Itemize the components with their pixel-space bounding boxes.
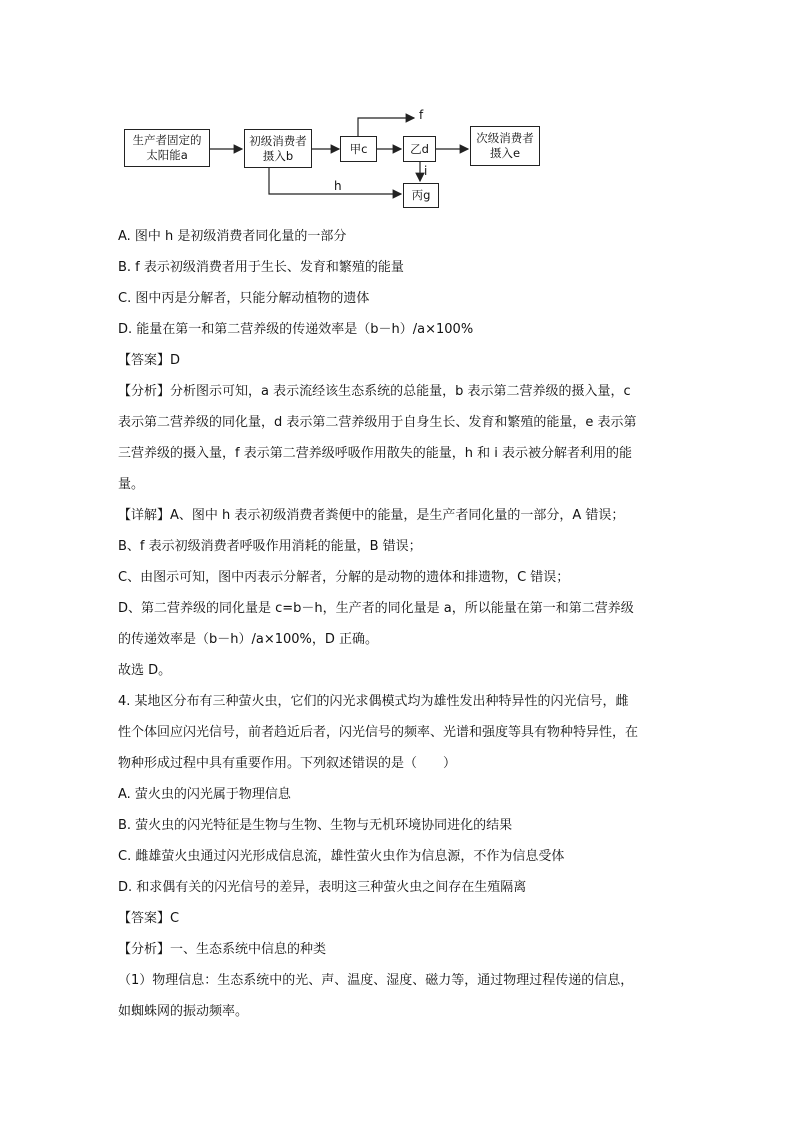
explanation-line: 【详解】A、图中 h 表示初级消费者粪便中的能量，是生产者同化量的一部分，A 错误；: [118, 508, 625, 523]
q4-analysis-line: （1）物理信息：生态系统中的光、声、温度、湿度、磁力等，通过物理过程传递的信息，: [118, 973, 634, 988]
box-primary-consumer-intake: 初级消费者 摄入b: [244, 129, 312, 168]
analysis-line: 三营养级的摄入量，f 表示第二营养级呼吸作用散失的能量，h 和 i 表示被分解者利用的能: [118, 446, 632, 461]
label-f: f: [419, 108, 424, 122]
question-4-stem: 4. 某地区分布有三种萤火虫，它们的闪光求偶模式均为雄性发出种特异性的闪光信号，雌: [118, 694, 629, 709]
box-yi: 乙d: [403, 136, 436, 162]
analysis-line: 表示第二营养级的同化量，d 表示第二营养级用于自身生长、发育和繁殖的能量，e 表示第: [118, 415, 637, 430]
explanation-line: C、由图示可知，图中丙表示分解者，分解的是动物的遗体和排遗物，C 错误；: [118, 570, 570, 585]
q4-analysis-line: 如蜘蛛网的振动频率。: [118, 1004, 249, 1019]
explanation-line: D、第二营养级的同化量是 c=b－h，生产者的同化量是 a，所以能量在第一和第二营养级: [118, 601, 634, 616]
document-body: [118, 221, 678, 1027]
q4-option-b: B. 萤火虫的闪光特征是生物与生物、生物与无机环境协同进化的结果: [118, 818, 513, 833]
explanation-line: 的传递效率是（b－h）/a×100%，D 正确。: [118, 632, 379, 647]
option-c: C. 图中丙是分解者，只能分解动植物的遗体: [118, 291, 370, 306]
q4-analysis-line: 【分析】一、生态系统中信息的种类: [118, 942, 327, 957]
analysis-line: 【分析】分析图示可知，a 表示流经该生态系统的总能量，b 表示第二营养级的摄入量，c: [118, 384, 631, 399]
box-producer-solar-energy: 生产者固定的 太阳能a: [124, 129, 210, 167]
option-d: D. 能量在第一和第二营养级的传递效率是（b－h）/a×100%: [118, 322, 474, 337]
q4-option-d: D. 和求偶有关的闪光信号的差异，表明这三种萤火虫之间存在生殖隔离: [118, 880, 527, 895]
box-secondary-consumer-intake: 次级消费者 摄入e: [470, 126, 540, 166]
label-i: i: [424, 164, 428, 178]
analysis-line: 量。: [118, 477, 145, 492]
question-4-stem: 性个体回应闪光信号，前者趋近后者，闪光信号的频率、光谱和强度等具有物种特异性，在: [118, 725, 639, 740]
box-bing: 丙g: [403, 183, 439, 208]
choice-statement: 故选 D。: [118, 663, 172, 678]
energy-flow-diagram: [118, 102, 558, 214]
option-b: B. f 表示初级消费者用于生长、发育和繁殖的能量: [118, 260, 404, 275]
q4-answer: 【答案】C: [118, 911, 180, 926]
explanation-line: B、f 表示初级消费者呼吸作用消耗的能量，B 错误；: [118, 539, 422, 554]
q4-option-c: C. 雌雄萤火虫通过闪光形成信息流，雄性萤火虫作为信息源，不作为信息受体: [118, 849, 565, 864]
arrow-f: [358, 118, 414, 136]
option-a: A. 图中 h 是初级消费者同化量的一部分: [118, 229, 347, 244]
label-h: h: [334, 179, 342, 193]
answer: 【答案】D: [118, 353, 181, 368]
box-jia: 甲c: [340, 136, 377, 162]
question-4-stem: 物种形成过程中具有重要作用。下列叙述错误的是（ ）: [118, 756, 457, 771]
q4-option-a: A. 萤火虫的闪光属于物理信息: [118, 787, 291, 802]
